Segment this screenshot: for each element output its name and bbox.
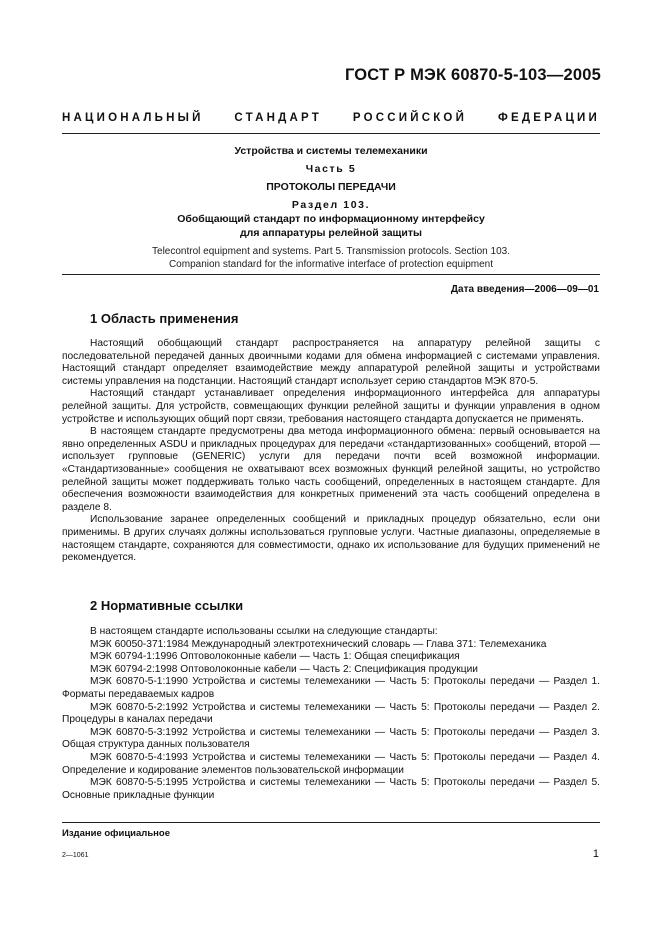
reference-item: МЭК 60794-2:1998 Оптоволоконные кабели — Часть 2: Спецификация продукции xyxy=(90,663,478,675)
effective-date: Дата введения—2006—09—01 xyxy=(450,284,599,295)
paragraph: Настоящий стандарт устанавливает определения информационного интерфейса для аппаратуры релейной защиты. Для устройств, совмещающих функции релейной защиты и функции управления в одном устройстве и использующих общий порт связи, требования настоящего стандарта допускается не применять. xyxy=(62,388,600,425)
references-intro: В настоящем стандарте использованы ссылки на следующие стандарты: xyxy=(90,626,438,637)
title-english-1: Telecontrol equipment and systems. Part 5. Transmission protocols. Section 103. xyxy=(152,246,510,257)
reference-item: МЭК 60870-5-5:1995 Устройства и системы телемеханики — Часть 5: Протоколы передачи — Раздел 5. Основные прикладные функции xyxy=(62,777,600,801)
reference-item: МЭК 60870-5-4:1993 Устройства и системы телемеханики — Часть 5: Протоколы передачи — Раздел 4. Определение и кодирование элементов пользовательской информации xyxy=(62,751,600,776)
section1-heading: 1 Область применения xyxy=(90,311,239,326)
title-protocols: ПРОТОКОЛЫ ПЕРЕДАЧИ xyxy=(266,181,396,193)
title-subtitle2: для аппаратуры релейной защиты xyxy=(240,227,422,239)
reference-item: МЭК 60050-371:1984 Международный электротехнический словарь — Глава 371: Телемеханика xyxy=(90,638,547,650)
reference-item: МЭК 60870-5-1:1990 Устройства и системы телемеханики — Часть 5: Протоколы передачи — Раздел 1. Форматы передаваемых кадров xyxy=(62,676,600,700)
section1-body xyxy=(62,338,600,565)
page-number: 1 xyxy=(592,848,599,860)
paragraph: Использование заранее определенных сообщений и прикладных процедур обязательно, если они применимы. В других случаях должны использоваться групповые услуги. Частные диапазоны, определяемые в настоящем стандарте, сохраняются для совместимости, однако их использование для будущих применений не рекомендуется. xyxy=(62,514,600,564)
title-subtitle1: Обобщающий стандарт по информационному интерфейсу xyxy=(177,213,485,225)
references-list xyxy=(62,626,600,802)
title-part: Часть 5 xyxy=(305,163,357,175)
paragraph: Настоящий обобщающий стандарт распространяется на аппаратуру релейной защиты с последовательной передачей данных двоичными кодами для обмена информацией с системами управления. Настоящий стандарт определяет взаимодействие между аппаратурой релейной защиты и устройствами системы управления на подстанции. Настоящий стандарт использует серию стандартов МЭК 870-5. xyxy=(62,338,600,387)
official-edition-label: Издание официальное xyxy=(62,828,170,839)
national-standard-banner: НАЦИОНАЛЬНЫЙ СТАНДАРТ РОССИЙСКОЙ ФЕДЕРАЦИИ xyxy=(62,112,600,124)
document-code: ГОСТ Р МЭК 60870-5-103—2005 xyxy=(344,66,601,84)
reference-item: МЭК 60794-1:1996 Оптоволоконные кабели — Часть 1: Общая спецификация xyxy=(90,651,460,663)
reference-item: МЭК 60870-5-2:1992 Устройства и системы телемеханики — Часть 5: Протоколы передачи — Раздел 2. Процедуры в каналах передачи xyxy=(62,701,600,726)
title-section: Раздел 103. xyxy=(291,199,371,211)
title-line1: Устройства и системы телемеханики xyxy=(234,145,428,157)
header-rule xyxy=(62,133,600,134)
title-rule xyxy=(62,274,600,275)
section2-heading: 2 Нормативные ссылки xyxy=(90,598,244,613)
reference-item: МЭК 60870-5-3:1992 Устройства и системы телемеханики — Часть 5: Протоколы передачи — Раздел 3. Общая структура данных пользователя xyxy=(62,726,600,751)
title-block xyxy=(62,144,600,271)
title-english-2: Companion standard for the informative interface of protection equipment xyxy=(168,259,494,270)
footer-rule xyxy=(62,822,600,823)
paragraph: В настоящем стандарте предусмотрены два метода информационного обмена: первый основывается на явно определенных ASDU и прикладных процедурах для передачи «стандартизованных» сообщений, второй — использует групповые (GENERIC) услуги для передачи почти всей возможной информации. «Стандартизованные» сообщения не охватывают всех возможных функций релейной защиты, но устройство релейной защиты может поддерживать только часть сообщений, определенных в настоящем стандарте. Для обеспечения возможности взаимодействия для конкретных применений эта часть сообщений определена в разделе 8. xyxy=(62,426,600,513)
print-number: 2—1061 xyxy=(62,852,89,859)
